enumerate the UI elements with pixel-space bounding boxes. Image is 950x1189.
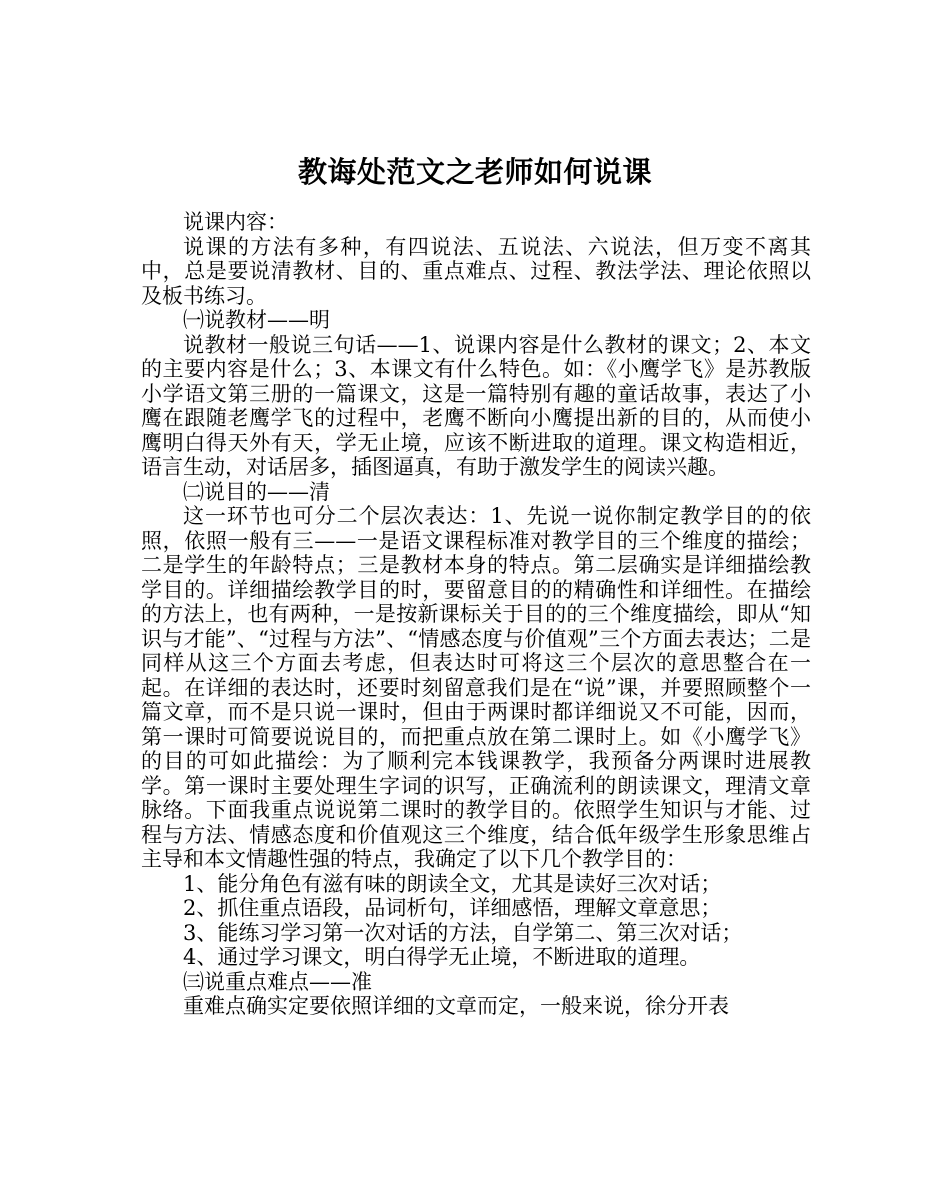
paragraph: 这一环节也可分二个层次表达：1、先说一说你制定教学目的的依照，依照一般有三——一是语文课程标准对教学目的三个维度的描绘；二是学生的年龄特点；三是教材本身的特点。第二层确实是详细描绘教学目的。详细描绘教学目的时，要留意目的的精确性和详细性。在描绘的方法上，也有两种，一是按新课标关于目的的三个维度描绘，即从“知识与才能”、“过程与方法”、“情感态度与价值观”三个方面去表达；二是同样从这三个方面去考虑，但表达时可将这三个层次的意思整合在一起。在详细的表达时，还要时刻留意我们是在“说”课，并要照顾整个一篇文章，而不是只说一课时，但由于两课时都详细说又不可能，因而，第一课时可简要说说目的，而把重点放在第二课时上。如《小鹰学飞》的目的可如此描绘：为了顺利完本钱课教学，我预备分两课时进展教学。第一课时主要处理生字词的识写，正确流利的朗读课文，理清文章脉络。下面我重点说说第二课时的教学目的。依照学生知识与才能、过程与方法、情感态度和价值观这三个维度，结合低年级学生形象思维占主导和本文情趣性强的特点，我确定了以下几个教学目的： bbox=[141, 504, 811, 871]
paragraph: 说教材一般说三句话——1、说课内容是什么教材的课文；2、本文的主要内容是什么；3、本课文有什么特色。如：《小鹰学飞》是苏教版小学语文第三册的一篇课文，这是一篇特别有趣的童话故事，表达了小鹰在跟随老鹰学飞的过程中，老鹰不断向小鹰提出新的目的，从而使小鹰明白得天外有天，学无止境，应该不断进取的道理。课文构造相近，语言生动，对话居多，插图逼真，有助于激发学生的阅读兴趣。 bbox=[141, 332, 811, 479]
paragraph: ㈡说目的——清 bbox=[183, 479, 330, 504]
list-item: 1、能分角色有滋有味的朗读全文，尤其是读好三次对话； bbox=[183, 871, 722, 896]
document-title: 教诲处范文之老师如何说课 bbox=[297, 155, 652, 190]
document-body bbox=[141, 210, 811, 1019]
paragraph: 说课的方法有多种，有四说法、五说法、六说法，但万变不离其中，总是要说清教材、目的、重点难点、过程、教法学法、理论依照以及板书练习。 bbox=[141, 234, 811, 308]
list-item: 4、通过学习课文，明白得学无止境，不断进取的道理。 bbox=[183, 945, 701, 969]
list-item: 3、能练习学习第一次对话的方法，自学第二、第三次对话； bbox=[183, 920, 743, 945]
paragraph: 重难点确实定要依照详细的文章而定，一般来说，徐分开表 bbox=[183, 994, 729, 1018]
list-item: 2、抓住重点语段，品词析句，详细感悟，理解文章意思； bbox=[183, 896, 722, 920]
paragraph: 说课内容： bbox=[183, 210, 288, 234]
paragraph: ㈢说重点难点——准 bbox=[183, 969, 372, 994]
paragraph: ㈠说教材——明 bbox=[183, 308, 330, 332]
